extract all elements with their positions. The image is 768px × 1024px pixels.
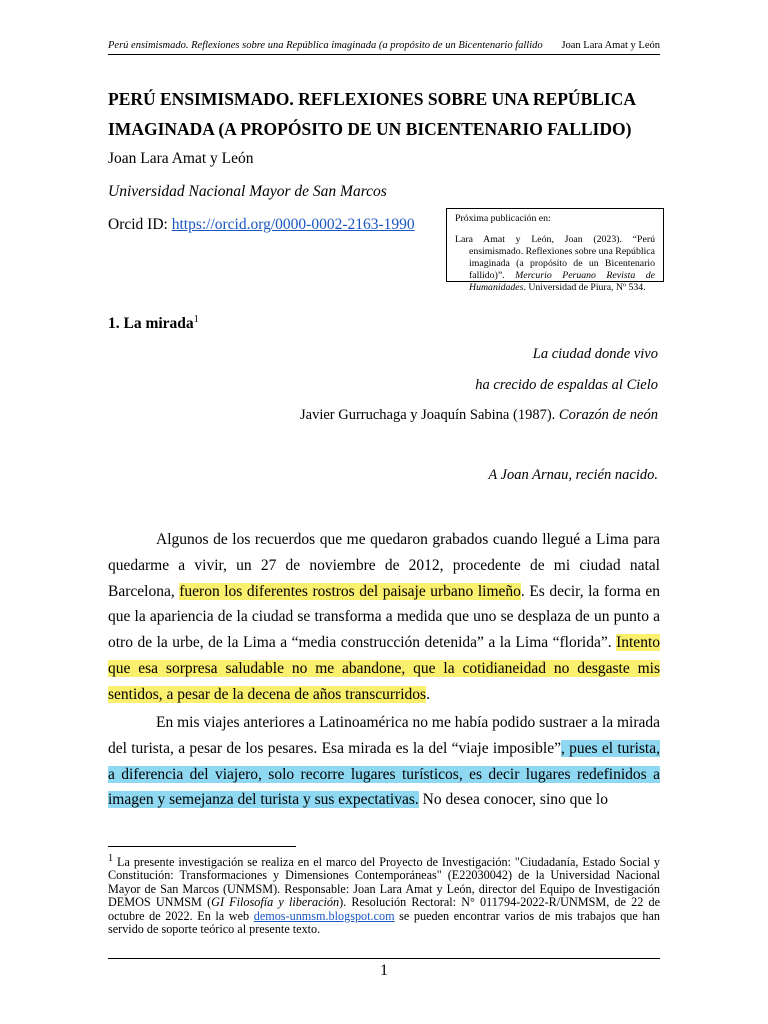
footnote-marker: 1 <box>108 853 114 864</box>
dedication: A Joan Arnau, recién nacido. <box>488 467 658 483</box>
publication-notice-heading: Próxima publicación en: <box>455 213 551 224</box>
section-heading <box>108 314 199 333</box>
publication-notice-box <box>446 208 664 293</box>
highlight-blue-1: , pues el turista, a diferencia del viajero, solo recorre lugares turísticos, es decir lugares redefinidos a imagen y semejanza del turista y sus expectativas. <box>108 739 660 809</box>
paragraph-2-text-a: En mis viajes anteriores a Latinoamérica no me había podido sustraer a la mirada del turista, a pesar de los pesares. Esa mirada es la del “viaje imposible” <box>108 714 660 757</box>
paragraph-1-text-a: Algunos de los recuerdos que me quedaron grabados cuando llegué a Lima para quedarme a vivir, un 27 de noviembre de 2012, procedente de mi ciudad natal Barcelona, <box>108 531 660 600</box>
epigraph-authors: Javier Gurruchaga y Joaquín Sabina (1987). <box>299 407 559 423</box>
reference-text-1: Lara Amat y León, Joan (2023). “Perú ensimismado. Reflexiones sobre una República imaginada (a propósito de un Bicentenario fallido)”. <box>455 234 655 281</box>
author-affiliation: Universidad Nacional Mayor de San Marcos <box>108 183 387 200</box>
footnote-reference[interactable]: 1 <box>193 314 199 325</box>
highlight-yellow-2: Intento que esa sorpresa saludable no me abandone, que la cotidianeidad no desgaste mis sentidos, a pesar de la decena de años transcurridos <box>108 634 660 703</box>
reference-text-2: . Universidad de Piura, Nº 534. <box>523 282 646 293</box>
footnote-separator <box>108 846 296 847</box>
running-author: Joan Lara Amat y León <box>561 40 660 51</box>
paragraph-1 <box>108 527 660 708</box>
reference-journal: Mercurio Peruano Revista de Humanidades <box>469 270 655 293</box>
article-title <box>108 84 668 144</box>
footnote-text-c: se pueden encontrar varios de mis trabajos que han servido de soporte teórico al presente texto. <box>108 908 661 937</box>
footer-separator <box>108 958 660 959</box>
running-title: Perú ensimismado. Reflexiones sobre una República imaginada (a propósito de un Bicentenario fallido <box>108 40 543 51</box>
highlight-yellow-1: fueron los diferentes rostros del paisaje urbano limeño <box>179 582 521 600</box>
orcid-link[interactable]: https://orcid.org/0000-0002-2163-1990 <box>171 216 415 233</box>
title-line-1: PERÚ ENSIMISMADO. REFLEXIONES SOBRE UNA REPÚBLICA <box>108 89 636 109</box>
epigraph-line-1: La ciudad donde vivo <box>532 346 658 362</box>
footnote-link[interactable]: demos-unmsm.blogspot.com <box>253 908 395 923</box>
author-name: Joan Lara Amat y León <box>108 150 254 167</box>
epigraph-work: Corazón de neón <box>558 407 658 423</box>
orcid-line <box>108 216 415 234</box>
footnote-text-b: ). Resolución Rectoral: N° 011794-2022-R/UNMSM, de 22 de octubre de 2022. En la web <box>108 895 660 923</box>
footnote-text-a: La presente investigación se realiza en el marco del Proyecto de Investigación: "Ciudadanía, Estado Social y Constitución: Transformaciones y Dimensiones Contemporáneas" (E22030042) de la Universidad Nacional Mayor de San Marcos (UNMSM). Responsable: Joan Lara Amat y León, director del Equipo de Investigación DEMOS UNMSM ( <box>108 855 660 910</box>
paragraph-2-text-b: No desea conocer, sino que lo <box>418 791 608 809</box>
running-header <box>108 36 660 55</box>
epigraph-line-2: ha crecido de espaldas al Cielo <box>475 377 658 393</box>
publication-reference <box>455 234 655 294</box>
title-line-2: IMAGINADA (A PROPÓSITO DE UN BICENTENARIO FALLIDO) <box>108 119 632 139</box>
paragraph-1-text-c: . <box>426 685 430 703</box>
footnote-italic: GI Filosofía y liberación <box>211 895 340 910</box>
paragraph-2 <box>108 710 660 813</box>
paragraph-1-text-b: . Es decir, la forma en que la apariencia de la ciudad se transforma a medida que uno se desplaza de un punto a otro de la urbe, de la Lima a “media construcción detenida” a la Lima “florida”. <box>108 582 661 652</box>
page-number: 1 <box>380 962 388 979</box>
section-heading-text: 1. La mirada <box>108 315 194 333</box>
footnote-1 <box>108 852 660 937</box>
epigraph-source <box>300 407 658 424</box>
orcid-label: Orcid ID: <box>108 216 172 233</box>
